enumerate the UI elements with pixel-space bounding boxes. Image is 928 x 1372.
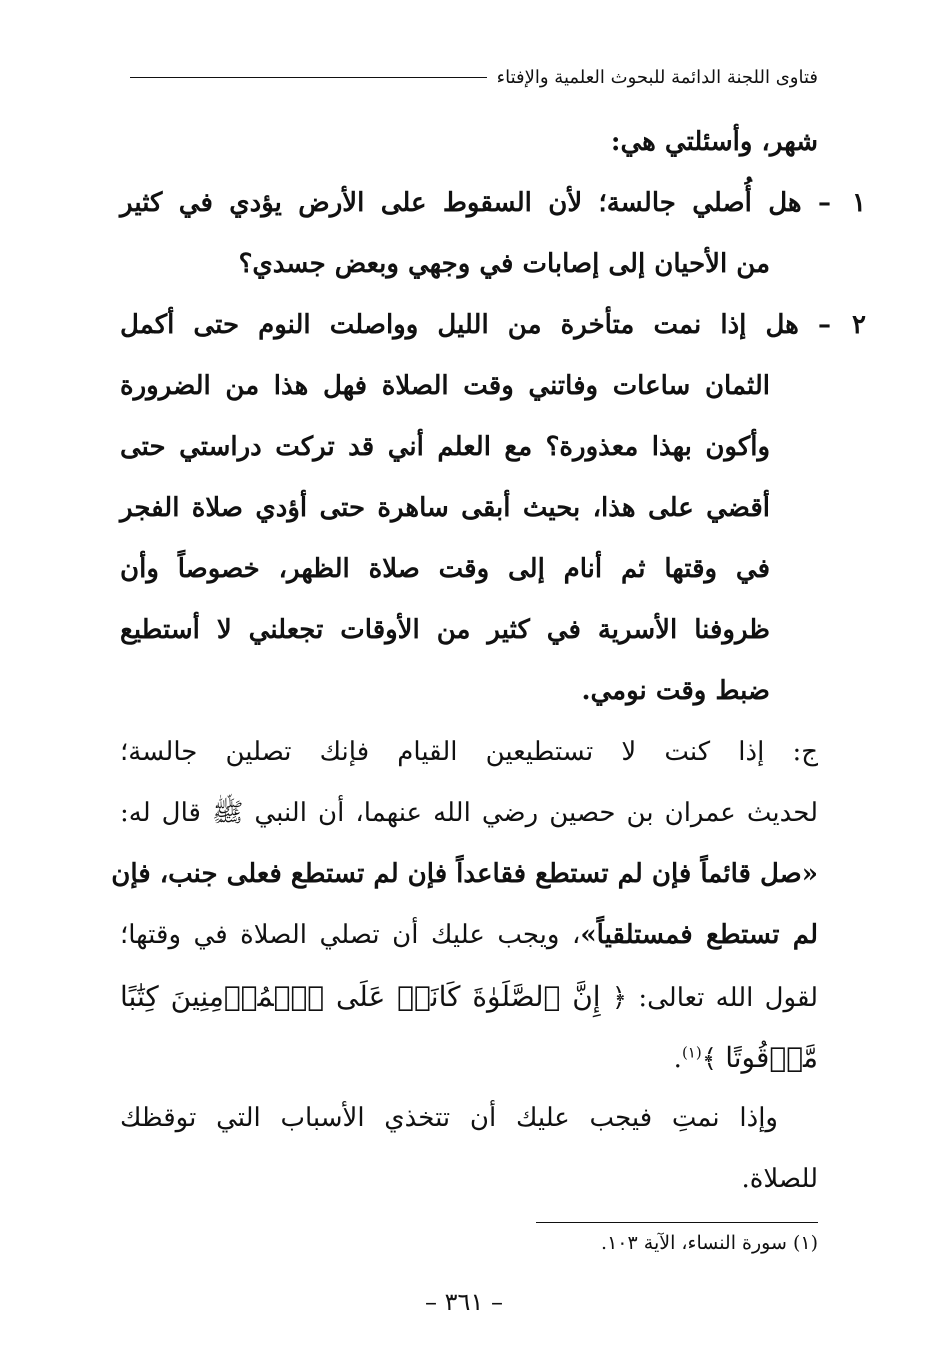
- answer-line-2: لحديث عمران بن حصين رضي الله عنهما، أن النبي ﷺ قال له:: [120, 798, 818, 828]
- running-header-title: فتاوى اللجنة الدائمة للبحوث العلمية والإفتاء: [496, 66, 818, 88]
- answer-line-4: لم تستطع فمستلقياً»، ويجب عليك أن تصلي الصلاة في وقتها؛: [120, 920, 818, 950]
- footnote: (١) سورة النساء، الآية ١٠٣.: [601, 1232, 818, 1254]
- answer-line-6: مَّوۡقُوتًا ﴾$^{(١)}$.: [673, 1041, 818, 1074]
- quran-verse-part-2: مَّوۡقُوتًا: [725, 1041, 818, 1074]
- answer-line-7: وإذا نمتِ فيجب عليك أن تتخذي الأسباب التي توقظك: [120, 1103, 778, 1133]
- answer-hadith-line-2: لم تستطع فمستلقياً»: [580, 920, 818, 950]
- question-item-2-line-7: ضبط وقت نومي.: [581, 676, 770, 706]
- answer-line-8: للصلاة.: [741, 1164, 818, 1194]
- question-item-2-line-6: ظروفنا الأسرية في كثير من الأوقات تجعلني لا أستطيع: [120, 615, 770, 645]
- question-item-2-number: ٢ –: [818, 310, 866, 340]
- answer-line-5: لقول الله تعالى: ﴿ إِنَّ ٱلصَّلَوٰةَ كَانَتۡ عَلَى ٱلۡمُؤۡمِنِينَ كِتَٰبًا: [120, 980, 819, 1013]
- body-text: [111, 112, 866, 1210]
- question-item-1-number: ١ –: [817, 188, 866, 218]
- quran-verse-part-1: إِنَّ ٱلصَّلَوٰةَ كَانَتۡ عَلَى ٱلۡمُؤۡمِنِينَ كِتَٰبًا: [120, 980, 601, 1013]
- answer-hadith-line-1: «صل قائماً فإن لم تستطع فقاعداً فإن لم تستطع فعلى جنب، فإن: [111, 859, 818, 889]
- footnote-reference: (١): [681, 1043, 702, 1062]
- page-number: – ٣٦١ –: [425, 1288, 503, 1316]
- running-header: [130, 62, 818, 92]
- question-item-2-line-5: في وقتها ثم أنام إلى وقت صلاة الظهر، خصوصاً وأن: [120, 554, 770, 584]
- footnote-rule: [536, 1222, 818, 1223]
- answer-line-1: ج: إذا كنت لا تستطيعين القيام فإنك تصلين جالسة؛: [120, 737, 818, 767]
- question-intro: شهر، وأسئلتي هي:: [610, 127, 818, 157]
- running-header-rule: [130, 77, 487, 78]
- question-item-2-line-4: أقضي على هذا، بحيث أبقى ساهرة حتى أؤدي صلاة الفجر: [120, 493, 770, 523]
- question-item-2-line-2: الثمان ساعات وفاتني وقت الصلاة فهل هذا من الضرورة: [120, 371, 770, 401]
- question-item-1-line-1: ١ – هل أُصلي جالسة؛ لأن السقوط على الأرض يؤدي في كثير: [120, 173, 818, 234]
- question-item-2-line-3: وأكون بهذا معذورة؟ مع العلم أني قد تركت دراستي حتى: [120, 432, 770, 462]
- question-item-1-line-2: من الأحيان إلى إصابات في وجهي وبعض جسدي؟: [238, 249, 770, 279]
- question-item-2-line-1: ٢ – هل إذا نمت متأخرة من الليل وواصلت النوم حتى أكمل: [120, 295, 818, 356]
